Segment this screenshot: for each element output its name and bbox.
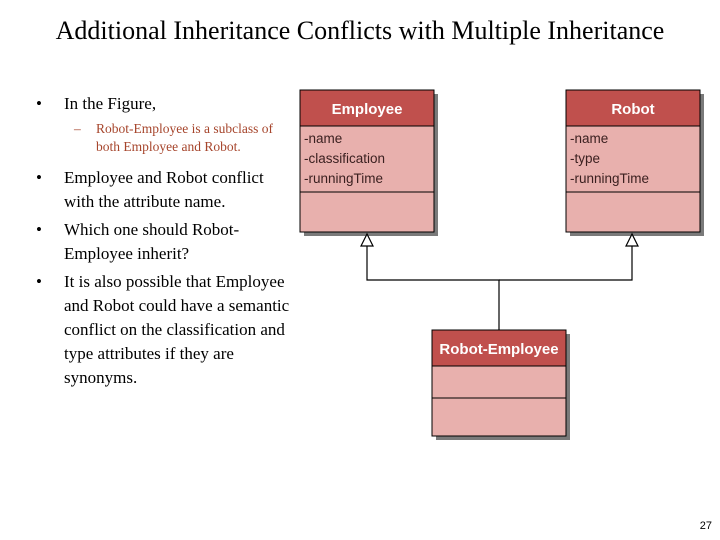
class-robot (566, 90, 704, 236)
class-name: Robot (611, 101, 655, 118)
bullet-text: Which one should Robot-Employee inherit? (64, 220, 240, 263)
bullet-text: Employee and Robot conflict with the attribute name. (64, 168, 264, 211)
class-attribute: -runningTime (570, 171, 650, 186)
class-robot-employee (432, 330, 570, 440)
slide-title: Additional Inheritance Conflicts with Multiple Inheritance (55, 16, 665, 45)
class-attribute: -name (570, 131, 609, 146)
class-name: Employee (331, 101, 403, 118)
class-attribute: -type (570, 151, 601, 166)
page-number: 27 (699, 520, 712, 532)
sub-bullet-dash: – (74, 121, 81, 136)
bullet-dot: • (36, 168, 42, 187)
bullet-text: In the Figure, (64, 94, 157, 113)
class-attribute: -name (304, 131, 343, 146)
inheritance-connector (367, 246, 632, 330)
connector-line-to-robot (499, 246, 632, 280)
bullet-dot: • (36, 94, 42, 113)
bullet-text: It is also possible that Employee and Robot could have a semantic conflict on the classification and type attributes if they are synonyms. (64, 272, 290, 387)
bullet-dot: • (36, 220, 42, 239)
connector-line-to-employee (367, 246, 499, 330)
class-attribute: -runningTime (304, 171, 384, 186)
class-name: Robot-Employee (439, 341, 559, 358)
bullet-dot: • (36, 272, 42, 291)
sub-bullet-text: Robot-Employee is a subclass of both Employee and Robot. (96, 121, 273, 154)
class-employee (300, 90, 438, 236)
class-attribute: -classification (304, 151, 386, 166)
